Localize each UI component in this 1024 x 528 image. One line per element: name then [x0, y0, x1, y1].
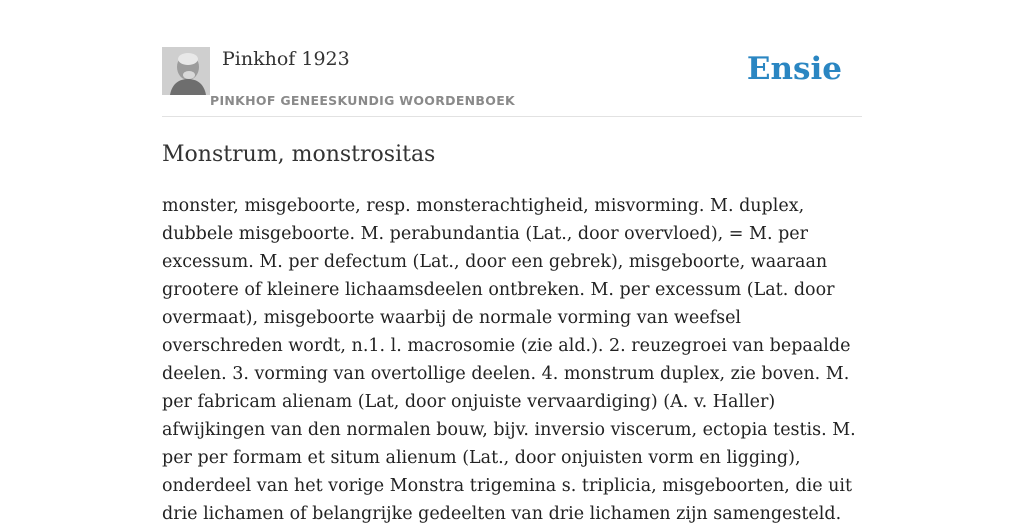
author-avatar[interactable]: [162, 47, 210, 95]
page-header: [162, 0, 862, 117]
portrait-icon: [162, 47, 210, 95]
dictionary-name[interactable]: PINKHOF GENEESKUNDIG WOORDENBOEK: [210, 93, 516, 108]
entry-definition: monster, misgeboorte, resp. monsterachtigheid, misvorming. M. duplex, dubbele misgeboorte. M. perabundantia (Lat., door overvloed), = M. per excessum. M. per defectum (Lat., door een gebrek), misgeboorte, waaraan grootere of kleinere lichaamsdeelen ontbreken. M. per excessum (Lat. door overmaat), misgeboorte waarbij de normale vorming van weefsel overschreden wordt, n.1. l. macrosomie (zie ald.). 2. reuzegroei van bepaalde deelen. 3. vorming van overtollige deelen. 4. monstrum duplex, zie boven. M. per fabricam alienam (Lat, door onjuiste vervaardiging) (A. v. Haller) afwijkingen van den normalen bouw, bijv. inversio viscerum, ectopia testis. M. per per formam et situm alienum (Lat., door onjuisten vorm en ligging), onderdeel van het vorige Monstra trigemina s. triplicia, misgeboorten, die uit drie lichamen of belangrijke gedeelten van drie lichamen zijn samengesteld.: [162, 196, 856, 524]
brand-logo[interactable]: Ensie: [746, 51, 842, 87]
entry-title: Monstrum, monstrositas: [162, 142, 436, 167]
author-name[interactable]: Pinkhof 1923: [222, 48, 350, 70]
